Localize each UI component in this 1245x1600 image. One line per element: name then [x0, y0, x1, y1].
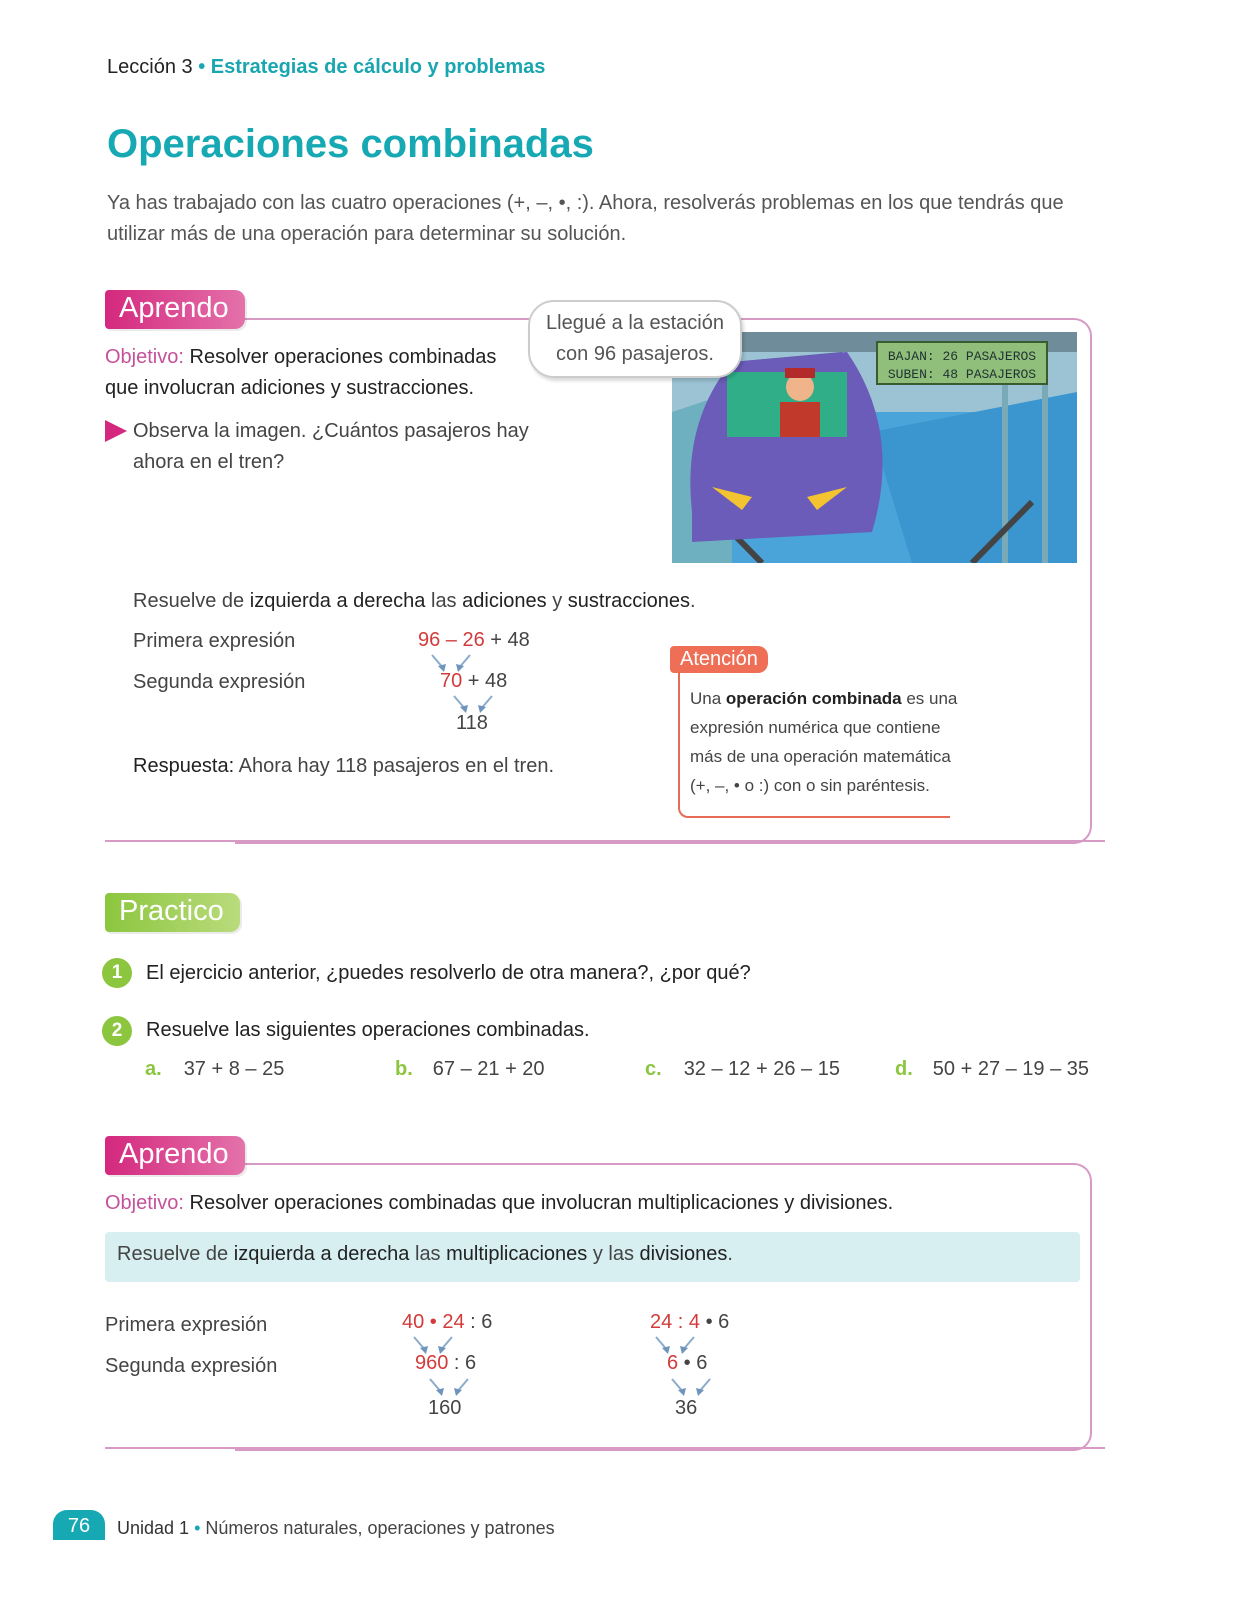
instr2-mid-2: y las	[587, 1243, 640, 1265]
objective-text: Resolver operaciones combinadas que involucran multiplicaciones y divisiones.	[189, 1192, 894, 1214]
question-number-2: 2	[102, 1016, 132, 1046]
md-expression-a2	[415, 1352, 476, 1375]
attention-post: es una expresión numérica que contiene más de una operación matemática (+, –, • o :) con o sin paréntesis.	[690, 689, 958, 795]
expr1-rest: + 48	[484, 629, 530, 651]
md-b2-red: 6	[667, 1352, 679, 1374]
lesson-number: Lección 3	[107, 56, 193, 78]
objective-1	[105, 342, 525, 404]
attention-text	[690, 684, 960, 800]
play-arrow-icon	[105, 420, 127, 442]
exercise-expr: 50 + 27 – 19 – 35	[932, 1058, 1090, 1080]
answer-text: Ahora hay 118 pasajeros en el tren.	[234, 755, 555, 777]
md-a1-red: 40 • 24	[402, 1311, 465, 1333]
footer-separator: •	[194, 1518, 201, 1538]
second-expression-label: Segunda expresión	[133, 671, 306, 693]
lesson-topic: Estrategias de cálculo y problemas	[210, 56, 546, 78]
exercise-c	[645, 1058, 840, 1081]
exercise-b	[395, 1058, 545, 1081]
header-separator: •	[198, 56, 206, 78]
instr1-bold-3: sustracciones	[567, 590, 691, 612]
objective-text: Resolver operaciones combinadas que involucran adiciones y sustracciones.	[105, 346, 497, 399]
exercise-letter: a.	[145, 1058, 162, 1080]
instruction-1	[133, 590, 696, 613]
md-a1-rest: : 6	[464, 1311, 493, 1333]
instr2-mid-1: las	[409, 1243, 447, 1265]
result-1: 118	[456, 712, 488, 734]
instr2-bold-1: izquierda a derecha	[233, 1243, 410, 1265]
first-expression-label: Primera expresión	[133, 630, 296, 652]
attention-tag: Atención	[670, 646, 768, 673]
first-expression-label: Primera expresión	[105, 1314, 268, 1336]
arrows-icon	[450, 694, 498, 714]
instr2-pre: Resuelve de	[117, 1243, 234, 1265]
attention-bold: operación combinada	[725, 689, 902, 708]
sign-line-2: SUBEN: 48 PASAJEROS	[887, 367, 1037, 382]
intro-paragraph: Ya has trabajado con las cuatro operaciones (+, –, •, :). Ahora, resolverás problemas en los que tendrás que utilizar más de una operación para determinar su solución.	[107, 192, 1064, 245]
objective-label: Objetivo:	[105, 1192, 184, 1214]
exercise-a	[145, 1058, 284, 1081]
exercise-letter: c.	[645, 1058, 662, 1080]
aprendo-box-1-bottom	[105, 840, 1105, 842]
instr2-bold-3: divisiones	[639, 1243, 728, 1265]
md-result-b: 36	[675, 1397, 698, 1419]
md-expression-b1	[650, 1311, 729, 1334]
footer-unit	[117, 1518, 555, 1539]
md-expression-b2	[667, 1352, 707, 1375]
instruction-2	[117, 1243, 733, 1266]
expression-2	[440, 670, 507, 693]
md-b2-rest: • 6	[678, 1352, 708, 1374]
question-2: Resuelve las siguientes operaciones combinadas.	[146, 1019, 590, 1041]
instr2-end: .	[727, 1243, 733, 1265]
sign-line-1: BAJAN: 26 PASAJEROS	[887, 349, 1037, 364]
exercise-d	[895, 1058, 1089, 1081]
exercise-expr: 67 – 21 + 20	[432, 1058, 545, 1080]
expr1-red: 96 – 26	[418, 629, 485, 651]
instr1-bold-1: izquierda a derecha	[249, 590, 426, 612]
md-result-a: 160	[428, 1397, 462, 1419]
arrows-icon	[426, 1377, 474, 1397]
exercise-expr: 37 + 8 – 25	[183, 1058, 285, 1080]
attention-pre: Una	[690, 689, 726, 708]
md-b1-red: 24 : 4	[650, 1311, 701, 1333]
instr2-bold-2: multiplicaciones	[446, 1243, 588, 1265]
instr1-mid-1: las	[425, 590, 463, 612]
md-a2-rest: : 6	[448, 1352, 477, 1374]
observe-prompt: Observa la imagen. ¿Cuántos pasajeros hay ahora en el tren?	[133, 420, 529, 473]
expr2-red: 70	[440, 670, 463, 692]
exercise-letter: d.	[895, 1058, 913, 1080]
lesson-header	[107, 56, 545, 79]
footer-unit-label: Unidad 1	[117, 1518, 190, 1538]
instr1-pre: Resuelve de	[133, 590, 250, 612]
objective-label: Objetivo:	[105, 346, 184, 368]
page-number: 76	[53, 1510, 105, 1540]
expression-1	[418, 629, 530, 652]
speech-bubble: Llegué a la estación con 96 pasajeros.	[528, 300, 742, 378]
objective-2	[105, 1188, 893, 1219]
page-title: Operaciones combinadas	[107, 122, 594, 166]
md-b1-rest: • 6	[700, 1311, 730, 1333]
answer	[133, 755, 554, 778]
aprendo-box-2-bottom	[105, 1447, 1105, 1449]
exercise-letter: b.	[395, 1058, 413, 1080]
aprendo-tag-2: Aprendo	[105, 1136, 245, 1175]
instr1-bold-2: adiciones	[462, 590, 547, 612]
instr1-mid-2: y	[546, 590, 568, 612]
md-a2-red: 960	[415, 1352, 449, 1374]
md-expression-a1	[402, 1311, 492, 1334]
question-number-1: 1	[102, 958, 132, 988]
expr2-rest: + 48	[462, 670, 508, 692]
footer-subtitle: Números naturales, operaciones y patrones	[205, 1518, 555, 1538]
practico-tag: Practico	[105, 893, 240, 932]
question-1: El ejercicio anterior, ¿puedes resolverlo de otra manera?, ¿por qué?	[146, 962, 751, 984]
answer-label: Respuesta:	[133, 755, 235, 777]
aprendo-tag-1: Aprendo	[105, 290, 245, 329]
instr1-end: .	[690, 590, 696, 612]
arrows-icon	[668, 1377, 716, 1397]
exercise-expr: 32 – 12 + 26 – 15	[683, 1058, 840, 1080]
second-expression-label: Segunda expresión	[105, 1355, 278, 1377]
